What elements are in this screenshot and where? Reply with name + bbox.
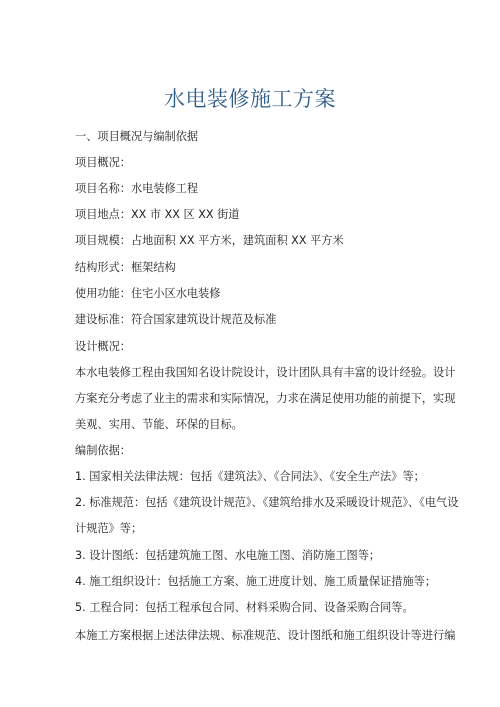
project-location-line: 项目地点：XX 市 XX 区 XX 街道 xyxy=(75,208,240,221)
project-scale-line: 项目规模：占地面积 XX 平方米，建筑面积 XX 平方米 xyxy=(75,234,344,247)
usage-line: 使用功能：住宅小区水电装修 xyxy=(75,287,221,300)
design-paragraph-line-1: 本水电装修工程由我国知名设计院设计，设计团队具有丰富的设计经验。设计 xyxy=(75,366,456,379)
basis-item-4: 4. 施工组织设计：包括施工方案、施工进度计划、施工质量保证措施等； xyxy=(75,575,437,588)
design-overview-label: 设计概况： xyxy=(75,340,131,353)
basis-label: 编制依据： xyxy=(75,444,131,457)
basis-item-5: 5. 工程合同：包括工程承包合同、材料采购合同、设备采购合同等。 xyxy=(75,601,414,614)
basis-item-3: 3. 设计图纸：包括建筑施工图、水电施工图、消防施工图等； xyxy=(75,549,381,562)
basis-item-1: 1. 国家相关法律法规：包括《建筑法》、《合同法》、《安全生产法》等； xyxy=(75,470,425,483)
basis-item-2-line-1: 2. 标准规范：包括《建筑设计规范》、《建筑给排水及采暖设计规范》、《电气设 xyxy=(75,496,459,509)
document-title: 水电装修施工方案 xyxy=(164,87,336,111)
structure-type-line: 结构形式：框架结构 xyxy=(75,261,176,274)
basis-item-2-line-2: 计规范》等； xyxy=(75,522,143,535)
overview-label: 项目概况： xyxy=(75,156,131,169)
design-paragraph-line-2: 方案充分考虑了业主的需求和实际情况，力求在满足使用功能的前提下，实现 xyxy=(75,392,456,405)
closing-paragraph-line-1: 本施工方案根据上述法律法规、标准规范、设计图纸和施工组织设计等进行编 xyxy=(75,629,456,642)
design-paragraph-line-3: 美观、实用、节能、环保的目标。 xyxy=(75,418,243,431)
standard-line: 建设标准：符合国家建筑设计规范及标准 xyxy=(75,313,277,326)
project-name-line: 项目名称：水电装修工程 xyxy=(75,182,199,195)
section-heading: 一、项目概况与编制依据 xyxy=(75,130,199,143)
